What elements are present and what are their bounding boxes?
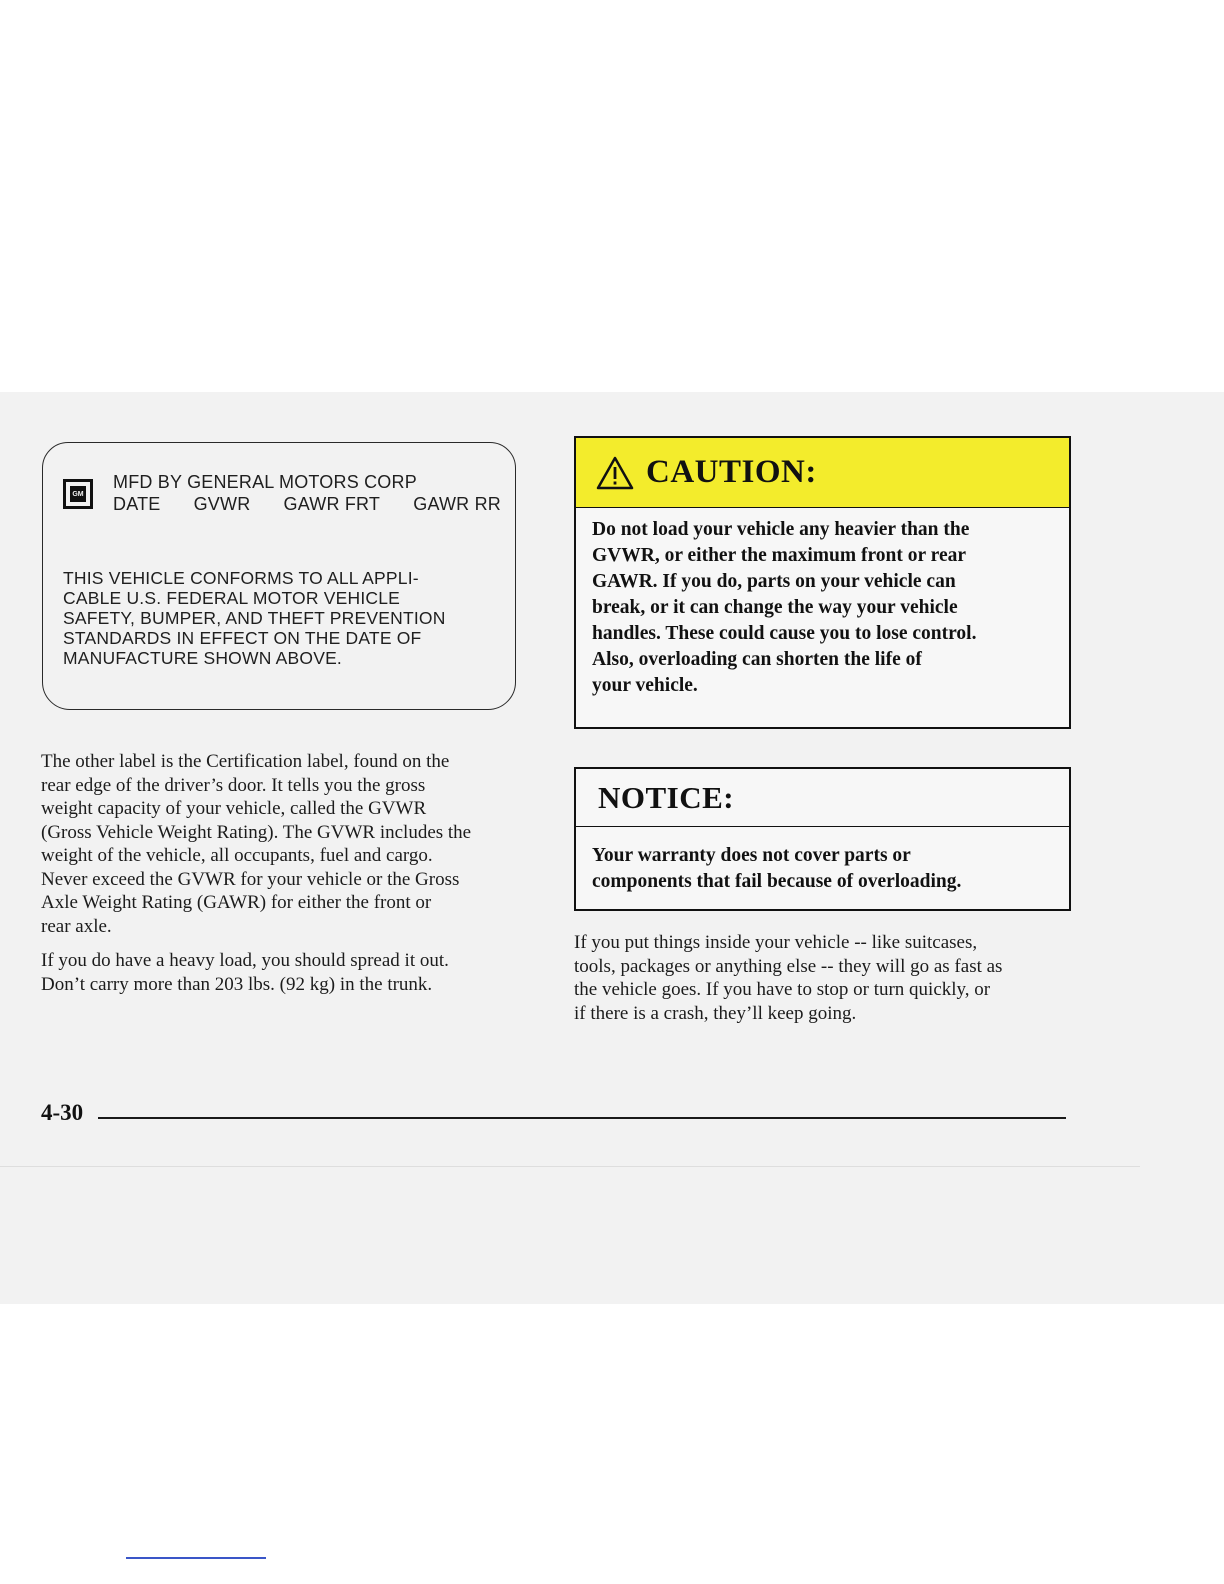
heavy-load-paragraph [41, 949, 449, 996]
text-line: rear edge of the driver’s door. It tells you the gross [41, 774, 426, 796]
caution-line: Do not load your vehicle any heavier than the [592, 519, 970, 540]
conformance-line: STANDARDS IN EFFECT ON THE DATE OF [63, 628, 422, 648]
caution-header [576, 438, 1069, 508]
conformance-line: CABLE U.S. FEDERAL MOTOR VEHICLE [63, 588, 401, 608]
caution-line: GAWR. If you do, parts on your vehicle can [592, 571, 956, 592]
loose-items-paragraph [574, 931, 1002, 1025]
notice-line: components that fail because of overloading. [592, 871, 962, 892]
text-line: the vehicle goes. If you have to stop or turn quickly, or [574, 979, 991, 1000]
caution-title: CAUTION: [646, 454, 817, 490]
notice-line: Your warranty does not cover parts or [592, 845, 911, 866]
scan-artifact-line [0, 1166, 1140, 1167]
caution-box [574, 436, 1071, 729]
text-line: The other label is the Certification label, found on the [41, 751, 450, 772]
label-field-gawr-front: GAWR FRT [283, 494, 381, 514]
text-line: Don’t carry more than 203 lbs. (92 kg) in the trunk. [41, 973, 433, 995]
label-field-date: DATE [113, 494, 161, 514]
label-field-gawr-rear: GAWR RR [413, 494, 501, 514]
conformance-line: SAFETY, BUMPER, AND THEFT PREVENTION [63, 608, 446, 628]
manufacturer-line: MFD BY GENERAL MOTORS CORP [113, 472, 417, 492]
conformance-line: MANUFACTURE SHOWN ABOVE. [63, 648, 342, 668]
text-line: If you do have a heavy load, you should spread it out. [41, 950, 449, 971]
conformance-statement [63, 568, 503, 668]
warning-triangle-icon [596, 456, 634, 490]
caution-line: GVWR, or either the maximum front or rear [592, 545, 967, 566]
certification-label-paragraph [41, 750, 471, 938]
footer-rule [98, 1117, 1066, 1119]
gm-logo [63, 479, 93, 509]
caution-line: your vehicle. [592, 675, 698, 696]
notice-body [576, 827, 1069, 895]
conformance-line: THIS VEHICLE CONFORMS TO ALL APPLI- [63, 568, 419, 588]
label-field-gvwr: GVWR [193, 494, 251, 514]
text-line: Never exceed the GVWR for your vehicle or the Gross [41, 868, 460, 890]
text-line: if there is a crash, they’ll keep going. [574, 1002, 857, 1024]
caution-body [576, 508, 1069, 699]
caution-line: Also, overloading can shorten the life of [592, 649, 922, 670]
page-number: 4-30 [41, 1100, 84, 1125]
text-line: (Gross Vehicle Weight Rating). The GVWR includes the [41, 821, 472, 843]
bottom-underline [126, 1557, 266, 1559]
notice-title: NOTICE: [576, 769, 1069, 827]
caution-line: handles. These could cause you to lose control. [592, 623, 977, 644]
caution-line: break, or it can change the way your vehicle [592, 597, 958, 618]
label-fields-row [113, 494, 501, 515]
text-line: weight of the vehicle, all occupants, fuel and cargo. [41, 845, 433, 866]
text-line: weight capacity of your vehicle, called the GVWR [41, 798, 427, 819]
text-line: tools, packages or anything else -- they will go as fast as [574, 955, 1003, 977]
text-line: If you put things inside your vehicle -- like suitcases, [574, 932, 978, 953]
notice-box [574, 767, 1071, 911]
text-line: rear axle. [41, 915, 112, 937]
text-line: Axle Weight Rating (GAWR) for either the front or [41, 892, 432, 913]
certification-label-illustration [42, 442, 516, 710]
gm-logo-text: GM [70, 486, 86, 502]
